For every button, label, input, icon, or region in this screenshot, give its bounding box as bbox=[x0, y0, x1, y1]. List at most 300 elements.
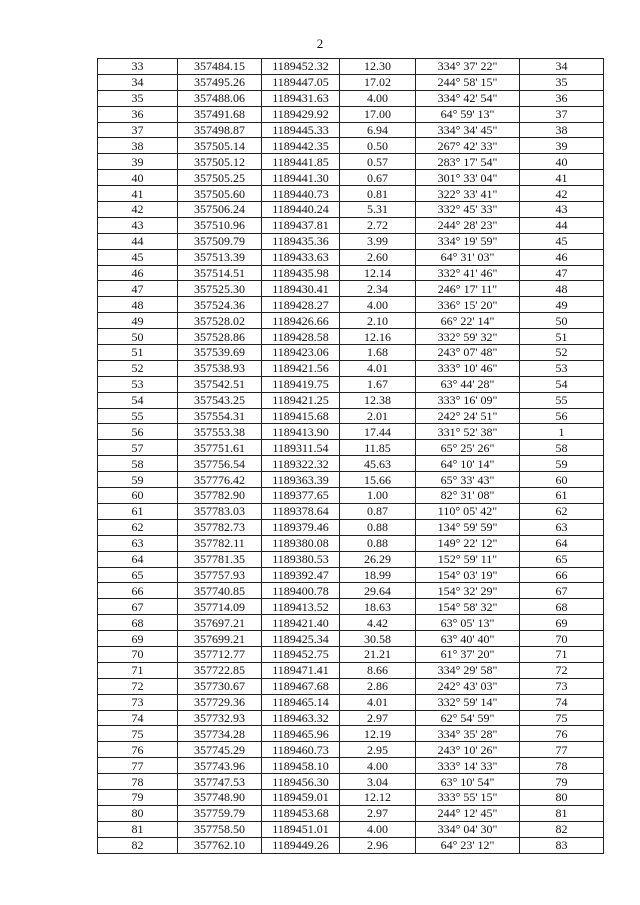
table-row bbox=[98, 694, 604, 710]
table-row bbox=[98, 567, 604, 583]
distance-cell: 2.96 bbox=[340, 837, 416, 853]
point-number-cell: 80 bbox=[98, 805, 178, 821]
y-coordinate-cell: 1189437.81 bbox=[262, 217, 340, 233]
bearing-cell: 244° 12' 45" bbox=[416, 805, 520, 821]
distance-cell: 12.14 bbox=[340, 265, 416, 281]
x-coordinate-cell: 357740.85 bbox=[178, 583, 262, 599]
table-row bbox=[98, 774, 604, 790]
x-coordinate-cell: 357782.73 bbox=[178, 519, 262, 535]
next-point-cell: 35 bbox=[520, 74, 604, 90]
next-point-cell: 75 bbox=[520, 710, 604, 726]
point-number-cell: 57 bbox=[98, 440, 178, 456]
distance-cell: 4.00 bbox=[340, 90, 416, 106]
point-number-cell: 73 bbox=[98, 694, 178, 710]
x-coordinate-cell: 357506.24 bbox=[178, 202, 262, 218]
x-coordinate-cell: 357734.28 bbox=[178, 726, 262, 742]
distance-cell: 1.67 bbox=[340, 376, 416, 392]
table-row bbox=[98, 154, 604, 170]
table-row bbox=[98, 90, 604, 106]
x-coordinate-cell: 357509.79 bbox=[178, 233, 262, 249]
next-point-cell: 38 bbox=[520, 122, 604, 138]
x-coordinate-cell: 357762.10 bbox=[178, 837, 262, 853]
x-coordinate-cell: 357498.87 bbox=[178, 122, 262, 138]
table-row bbox=[98, 440, 604, 456]
point-number-cell: 76 bbox=[98, 742, 178, 758]
bearing-cell: 154° 03' 19" bbox=[416, 567, 520, 583]
bearing-cell: 242° 43' 03" bbox=[416, 678, 520, 694]
y-coordinate-cell: 1189460.73 bbox=[262, 742, 340, 758]
x-coordinate-cell: 357712.77 bbox=[178, 646, 262, 662]
distance-cell: 0.88 bbox=[340, 519, 416, 535]
bearing-cell: 65° 25' 26" bbox=[416, 440, 520, 456]
table-row bbox=[98, 472, 604, 488]
y-coordinate-cell: 1189440.24 bbox=[262, 202, 340, 218]
bearing-cell: 242° 24' 51" bbox=[416, 408, 520, 424]
y-coordinate-cell: 1189435.36 bbox=[262, 233, 340, 249]
next-point-cell: 67 bbox=[520, 583, 604, 599]
bearing-cell: 331° 52' 38" bbox=[416, 424, 520, 440]
x-coordinate-cell: 357542.51 bbox=[178, 376, 262, 392]
x-coordinate-cell: 357732.93 bbox=[178, 710, 262, 726]
table-row bbox=[98, 265, 604, 281]
x-coordinate-cell: 357543.25 bbox=[178, 392, 262, 408]
point-number-cell: 65 bbox=[98, 567, 178, 583]
next-point-cell: 46 bbox=[520, 249, 604, 265]
next-point-cell: 64 bbox=[520, 535, 604, 551]
point-number-cell: 42 bbox=[98, 202, 178, 218]
point-number-cell: 68 bbox=[98, 615, 178, 631]
bearing-cell: 283° 17' 54" bbox=[416, 154, 520, 170]
bearing-cell: 244° 58' 15" bbox=[416, 74, 520, 90]
distance-cell: 2.97 bbox=[340, 710, 416, 726]
distance-cell: 4.01 bbox=[340, 694, 416, 710]
bearing-cell: 63° 44' 28" bbox=[416, 376, 520, 392]
y-coordinate-cell: 1189430.41 bbox=[262, 281, 340, 297]
bearing-cell: 243° 10' 26" bbox=[416, 742, 520, 758]
bearing-cell: 332° 59' 14" bbox=[416, 694, 520, 710]
next-point-cell: 72 bbox=[520, 662, 604, 678]
bearing-cell: 244° 28' 23" bbox=[416, 217, 520, 233]
table-row bbox=[98, 631, 604, 647]
table-row bbox=[98, 202, 604, 218]
table-row bbox=[98, 297, 604, 313]
next-point-cell: 62 bbox=[520, 503, 604, 519]
distance-cell: 18.99 bbox=[340, 567, 416, 583]
distance-cell: 11.85 bbox=[340, 440, 416, 456]
y-coordinate-cell: 1189419.75 bbox=[262, 376, 340, 392]
bearing-cell: 243° 07' 48" bbox=[416, 345, 520, 361]
distance-cell: 4.01 bbox=[340, 360, 416, 376]
next-point-cell: 80 bbox=[520, 789, 604, 805]
y-coordinate-cell: 1189449.26 bbox=[262, 837, 340, 853]
y-coordinate-cell: 1189465.14 bbox=[262, 694, 340, 710]
bearing-cell: 333° 10' 46" bbox=[416, 360, 520, 376]
x-coordinate-cell: 357505.60 bbox=[178, 186, 262, 202]
point-number-cell: 69 bbox=[98, 631, 178, 647]
bearing-cell: 149° 22' 12" bbox=[416, 535, 520, 551]
distance-cell: 0.57 bbox=[340, 154, 416, 170]
y-coordinate-cell: 1189441.85 bbox=[262, 154, 340, 170]
table-row bbox=[98, 646, 604, 662]
point-number-cell: 60 bbox=[98, 488, 178, 504]
point-number-cell: 52 bbox=[98, 360, 178, 376]
table-row bbox=[98, 170, 604, 186]
point-number-cell: 75 bbox=[98, 726, 178, 742]
y-coordinate-cell: 1189452.32 bbox=[262, 59, 340, 75]
y-coordinate-cell: 1189413.52 bbox=[262, 599, 340, 615]
next-point-cell: 82 bbox=[520, 821, 604, 837]
next-point-cell: 83 bbox=[520, 837, 604, 853]
bearing-cell: 110° 05' 42" bbox=[416, 503, 520, 519]
distance-cell: 2.95 bbox=[340, 742, 416, 758]
next-point-cell: 47 bbox=[520, 265, 604, 281]
x-coordinate-cell: 357554.31 bbox=[178, 408, 262, 424]
y-coordinate-cell: 1189467.68 bbox=[262, 678, 340, 694]
distance-cell: 18.63 bbox=[340, 599, 416, 615]
bearing-cell: 334° 37' 22" bbox=[416, 59, 520, 75]
bearing-cell: 332° 59' 32" bbox=[416, 329, 520, 345]
y-coordinate-cell: 1189392.47 bbox=[262, 567, 340, 583]
point-number-cell: 63 bbox=[98, 535, 178, 551]
y-coordinate-cell: 1189429.92 bbox=[262, 106, 340, 122]
next-point-cell: 53 bbox=[520, 360, 604, 376]
point-number-cell: 55 bbox=[98, 408, 178, 424]
x-coordinate-cell: 357528.02 bbox=[178, 313, 262, 329]
point-number-cell: 37 bbox=[98, 122, 178, 138]
next-point-cell: 65 bbox=[520, 551, 604, 567]
x-coordinate-cell: 357722.85 bbox=[178, 662, 262, 678]
table-row bbox=[98, 313, 604, 329]
bearing-cell: 62° 54' 59" bbox=[416, 710, 520, 726]
y-coordinate-cell: 1189442.35 bbox=[262, 138, 340, 154]
point-number-cell: 70 bbox=[98, 646, 178, 662]
y-coordinate-cell: 1189452.75 bbox=[262, 646, 340, 662]
y-coordinate-cell: 1189428.27 bbox=[262, 297, 340, 313]
distance-cell: 15.66 bbox=[340, 472, 416, 488]
x-coordinate-cell: 357505.25 bbox=[178, 170, 262, 186]
distance-cell: 12.19 bbox=[340, 726, 416, 742]
x-coordinate-cell: 357484.15 bbox=[178, 59, 262, 75]
x-coordinate-cell: 357697.21 bbox=[178, 615, 262, 631]
next-point-cell: 69 bbox=[520, 615, 604, 631]
next-point-cell: 41 bbox=[520, 170, 604, 186]
point-number-cell: 59 bbox=[98, 472, 178, 488]
distance-cell: 6.94 bbox=[340, 122, 416, 138]
distance-cell: 12.16 bbox=[340, 329, 416, 345]
bearing-cell: 267° 42' 33" bbox=[416, 138, 520, 154]
next-point-cell: 42 bbox=[520, 186, 604, 202]
next-point-cell: 34 bbox=[520, 59, 604, 75]
next-point-cell: 51 bbox=[520, 329, 604, 345]
x-coordinate-cell: 357495.26 bbox=[178, 74, 262, 90]
distance-cell: 0.50 bbox=[340, 138, 416, 154]
table-row bbox=[98, 837, 604, 853]
table-row bbox=[98, 249, 604, 265]
bearing-cell: 63° 05' 13" bbox=[416, 615, 520, 631]
distance-cell: 30.58 bbox=[340, 631, 416, 647]
point-number-cell: 45 bbox=[98, 249, 178, 265]
distance-cell: 8.66 bbox=[340, 662, 416, 678]
point-number-cell: 41 bbox=[98, 186, 178, 202]
next-point-cell: 79 bbox=[520, 774, 604, 790]
point-number-cell: 78 bbox=[98, 774, 178, 790]
point-number-cell: 56 bbox=[98, 424, 178, 440]
point-number-cell: 54 bbox=[98, 392, 178, 408]
y-coordinate-cell: 1189400.78 bbox=[262, 583, 340, 599]
y-coordinate-cell: 1189421.56 bbox=[262, 360, 340, 376]
distance-cell: 2.10 bbox=[340, 313, 416, 329]
coordinates-table bbox=[97, 58, 604, 854]
next-point-cell: 44 bbox=[520, 217, 604, 233]
distance-cell: 12.38 bbox=[340, 392, 416, 408]
bearing-cell: 64° 31' 03" bbox=[416, 249, 520, 265]
table-row bbox=[98, 392, 604, 408]
next-point-cell: 50 bbox=[520, 313, 604, 329]
y-coordinate-cell: 1189428.58 bbox=[262, 329, 340, 345]
table-row bbox=[98, 408, 604, 424]
bearing-cell: 334° 34' 45" bbox=[416, 122, 520, 138]
y-coordinate-cell: 1189363.39 bbox=[262, 472, 340, 488]
next-point-cell: 37 bbox=[520, 106, 604, 122]
y-coordinate-cell: 1189415.68 bbox=[262, 408, 340, 424]
table-row bbox=[98, 186, 604, 202]
point-number-cell: 79 bbox=[98, 789, 178, 805]
point-number-cell: 62 bbox=[98, 519, 178, 535]
table-row bbox=[98, 329, 604, 345]
distance-cell: 4.00 bbox=[340, 758, 416, 774]
x-coordinate-cell: 357514.51 bbox=[178, 265, 262, 281]
next-point-cell: 73 bbox=[520, 678, 604, 694]
x-coordinate-cell: 357505.14 bbox=[178, 138, 262, 154]
table-row bbox=[98, 488, 604, 504]
distance-cell: 4.00 bbox=[340, 821, 416, 837]
bearing-cell: 333° 16' 09" bbox=[416, 392, 520, 408]
point-number-cell: 67 bbox=[98, 599, 178, 615]
y-coordinate-cell: 1189421.40 bbox=[262, 615, 340, 631]
next-point-cell: 78 bbox=[520, 758, 604, 774]
y-coordinate-cell: 1189378.64 bbox=[262, 503, 340, 519]
point-number-cell: 51 bbox=[98, 345, 178, 361]
table-row bbox=[98, 376, 604, 392]
bearing-cell: 64° 10' 14" bbox=[416, 456, 520, 472]
x-coordinate-cell: 357782.90 bbox=[178, 488, 262, 504]
x-coordinate-cell: 357730.67 bbox=[178, 678, 262, 694]
table-row bbox=[98, 758, 604, 774]
bearing-cell: 334° 19' 59" bbox=[416, 233, 520, 249]
y-coordinate-cell: 1189311.54 bbox=[262, 440, 340, 456]
bearing-cell: 332° 41' 46" bbox=[416, 265, 520, 281]
next-point-cell: 45 bbox=[520, 233, 604, 249]
next-point-cell: 49 bbox=[520, 297, 604, 313]
point-number-cell: 48 bbox=[98, 297, 178, 313]
next-point-cell: 63 bbox=[520, 519, 604, 535]
bearing-cell: 64° 59' 13" bbox=[416, 106, 520, 122]
y-coordinate-cell: 1189377.65 bbox=[262, 488, 340, 504]
next-point-cell: 36 bbox=[520, 90, 604, 106]
y-coordinate-cell: 1189459.01 bbox=[262, 789, 340, 805]
distance-cell: 3.04 bbox=[340, 774, 416, 790]
table-row bbox=[98, 583, 604, 599]
table-row bbox=[98, 281, 604, 297]
x-coordinate-cell: 357488.06 bbox=[178, 90, 262, 106]
next-point-cell: 74 bbox=[520, 694, 604, 710]
bearing-cell: 246° 17' 11" bbox=[416, 281, 520, 297]
point-number-cell: 53 bbox=[98, 376, 178, 392]
distance-cell: 29.64 bbox=[340, 583, 416, 599]
x-coordinate-cell: 357745.29 bbox=[178, 742, 262, 758]
point-number-cell: 74 bbox=[98, 710, 178, 726]
bearing-cell: 64° 23' 12" bbox=[416, 837, 520, 853]
next-point-cell: 54 bbox=[520, 376, 604, 392]
x-coordinate-cell: 357524.36 bbox=[178, 297, 262, 313]
y-coordinate-cell: 1189447.05 bbox=[262, 74, 340, 90]
distance-cell: 17.44 bbox=[340, 424, 416, 440]
x-coordinate-cell: 357781.35 bbox=[178, 551, 262, 567]
next-point-cell: 39 bbox=[520, 138, 604, 154]
point-number-cell: 50 bbox=[98, 329, 178, 345]
bearing-cell: 333° 14' 33" bbox=[416, 758, 520, 774]
bearing-cell: 334° 35' 28" bbox=[416, 726, 520, 742]
bearing-cell: 334° 04' 30" bbox=[416, 821, 520, 837]
y-coordinate-cell: 1189451.01 bbox=[262, 821, 340, 837]
y-coordinate-cell: 1189425.34 bbox=[262, 631, 340, 647]
distance-cell: 2.01 bbox=[340, 408, 416, 424]
x-coordinate-cell: 357729.36 bbox=[178, 694, 262, 710]
y-coordinate-cell: 1189421.25 bbox=[262, 392, 340, 408]
distance-cell: 2.86 bbox=[340, 678, 416, 694]
table-row bbox=[98, 424, 604, 440]
y-coordinate-cell: 1189441.30 bbox=[262, 170, 340, 186]
bearing-cell: 134° 59' 59" bbox=[416, 519, 520, 535]
x-coordinate-cell: 357757.93 bbox=[178, 567, 262, 583]
table-row bbox=[98, 662, 604, 678]
table-row bbox=[98, 456, 604, 472]
table-row bbox=[98, 678, 604, 694]
distance-cell: 26.29 bbox=[340, 551, 416, 567]
x-coordinate-cell: 357759.79 bbox=[178, 805, 262, 821]
x-coordinate-cell: 357751.61 bbox=[178, 440, 262, 456]
distance-cell: 0.88 bbox=[340, 535, 416, 551]
x-coordinate-cell: 357756.54 bbox=[178, 456, 262, 472]
distance-cell: 45.63 bbox=[340, 456, 416, 472]
distance-cell: 0.81 bbox=[340, 186, 416, 202]
x-coordinate-cell: 357776.42 bbox=[178, 472, 262, 488]
point-number-cell: 49 bbox=[98, 313, 178, 329]
table-row bbox=[98, 789, 604, 805]
next-point-cell: 60 bbox=[520, 472, 604, 488]
bearing-cell: 301° 33' 04" bbox=[416, 170, 520, 186]
x-coordinate-cell: 357748.90 bbox=[178, 789, 262, 805]
bearing-cell: 65° 33' 43" bbox=[416, 472, 520, 488]
x-coordinate-cell: 357525.30 bbox=[178, 281, 262, 297]
y-coordinate-cell: 1189426.66 bbox=[262, 313, 340, 329]
y-coordinate-cell: 1189453.68 bbox=[262, 805, 340, 821]
y-coordinate-cell: 1189463.32 bbox=[262, 710, 340, 726]
table-row bbox=[98, 360, 604, 376]
next-point-cell: 58 bbox=[520, 440, 604, 456]
point-number-cell: 58 bbox=[98, 456, 178, 472]
point-number-cell: 33 bbox=[98, 59, 178, 75]
table-row bbox=[98, 106, 604, 122]
bearing-cell: 154° 58' 32" bbox=[416, 599, 520, 615]
distance-cell: 2.72 bbox=[340, 217, 416, 233]
y-coordinate-cell: 1189458.10 bbox=[262, 758, 340, 774]
bearing-cell: 152° 59' 11" bbox=[416, 551, 520, 567]
distance-cell: 0.87 bbox=[340, 503, 416, 519]
y-coordinate-cell: 1189433.63 bbox=[262, 249, 340, 265]
table-row bbox=[98, 233, 604, 249]
next-point-cell: 56 bbox=[520, 408, 604, 424]
table-row bbox=[98, 217, 604, 233]
distance-cell: 12.30 bbox=[340, 59, 416, 75]
y-coordinate-cell: 1189379.46 bbox=[262, 519, 340, 535]
bearing-cell: 322° 33' 41" bbox=[416, 186, 520, 202]
bearing-cell: 154° 32' 29" bbox=[416, 583, 520, 599]
table-row bbox=[98, 805, 604, 821]
table-row bbox=[98, 503, 604, 519]
coordinates-table-body bbox=[98, 59, 604, 854]
table-row bbox=[98, 821, 604, 837]
next-point-cell: 40 bbox=[520, 154, 604, 170]
next-point-cell: 71 bbox=[520, 646, 604, 662]
distance-cell: 1.68 bbox=[340, 345, 416, 361]
table-row bbox=[98, 535, 604, 551]
x-coordinate-cell: 357747.53 bbox=[178, 774, 262, 790]
point-number-cell: 40 bbox=[98, 170, 178, 186]
table-row bbox=[98, 742, 604, 758]
point-number-cell: 46 bbox=[98, 265, 178, 281]
distance-cell: 12.12 bbox=[340, 789, 416, 805]
x-coordinate-cell: 357782.11 bbox=[178, 535, 262, 551]
table-row bbox=[98, 122, 604, 138]
x-coordinate-cell: 357528.86 bbox=[178, 329, 262, 345]
next-point-cell: 1 bbox=[520, 424, 604, 440]
next-point-cell: 43 bbox=[520, 202, 604, 218]
point-number-cell: 64 bbox=[98, 551, 178, 567]
x-coordinate-cell: 357783.03 bbox=[178, 503, 262, 519]
x-coordinate-cell: 357758.50 bbox=[178, 821, 262, 837]
distance-cell: 2.60 bbox=[340, 249, 416, 265]
table-row bbox=[98, 345, 604, 361]
point-number-cell: 71 bbox=[98, 662, 178, 678]
distance-cell: 17.02 bbox=[340, 74, 416, 90]
distance-cell: 4.00 bbox=[340, 297, 416, 313]
distance-cell: 21.21 bbox=[340, 646, 416, 662]
point-number-cell: 39 bbox=[98, 154, 178, 170]
next-point-cell: 61 bbox=[520, 488, 604, 504]
table-row bbox=[98, 551, 604, 567]
bearing-cell: 334° 29' 58" bbox=[416, 662, 520, 678]
point-number-cell: 61 bbox=[98, 503, 178, 519]
next-point-cell: 48 bbox=[520, 281, 604, 297]
distance-cell: 2.34 bbox=[340, 281, 416, 297]
point-number-cell: 44 bbox=[98, 233, 178, 249]
next-point-cell: 70 bbox=[520, 631, 604, 647]
distance-cell: 5.31 bbox=[340, 202, 416, 218]
point-number-cell: 43 bbox=[98, 217, 178, 233]
bearing-cell: 66° 22' 14" bbox=[416, 313, 520, 329]
y-coordinate-cell: 1189431.63 bbox=[262, 90, 340, 106]
y-coordinate-cell: 1189322.32 bbox=[262, 456, 340, 472]
x-coordinate-cell: 357513.39 bbox=[178, 249, 262, 265]
x-coordinate-cell: 357553.38 bbox=[178, 424, 262, 440]
table-row bbox=[98, 726, 604, 742]
bearing-cell: 334° 42' 54" bbox=[416, 90, 520, 106]
next-point-cell: 55 bbox=[520, 392, 604, 408]
next-point-cell: 68 bbox=[520, 599, 604, 615]
x-coordinate-cell: 357491.68 bbox=[178, 106, 262, 122]
distance-cell: 2.97 bbox=[340, 805, 416, 821]
